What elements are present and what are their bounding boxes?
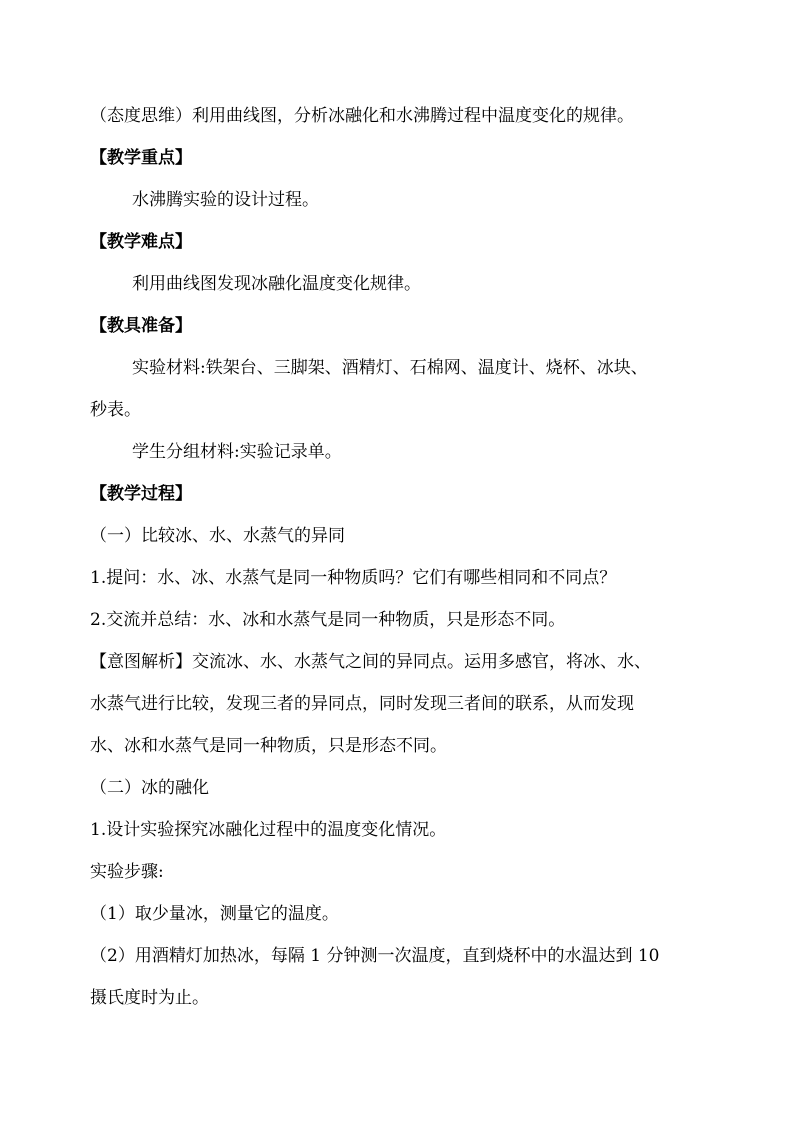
experiment-step2-line1: （2）用酒精灯加热冰，每隔 1 分钟测一次温度，直到烧杯中的水温达到 10 <box>90 946 660 966</box>
tools-materials-line1: 实验材料:铁架台、三脚架、酒精灯、石棉网、温度计、烧杯、冰块、 <box>132 358 648 378</box>
teaching-difficulty-text: 利用曲线图发现冰融化温度变化规律。 <box>132 274 421 294</box>
experiment-steps-label: 实验步骤: <box>90 862 164 882</box>
section1-question2: 2.交流并总结：水、冰和水蒸气是同一种物质，只是形态不同。 <box>90 610 566 630</box>
experiment-step2-line2: 摄氏度时为止。 <box>90 988 209 1008</box>
intent-analysis-line1: 【意图解析】交流冰、水、水蒸气之间的异同点。运用多感官，将冰、水、 <box>90 652 651 672</box>
intent-analysis-line3: 水、冰和水蒸气是同一种物质，只是形态不同。 <box>90 736 447 756</box>
heading-teaching-process: 【教学过程】 <box>90 484 192 504</box>
intent-analysis-line2: 水蒸气进行比较，发现三者的异同点，同时发现三者间的联系，从而发现 <box>90 694 634 714</box>
heading-teaching-difficulty: 【教学难点】 <box>90 232 192 252</box>
heading-teaching-tools: 【教具准备】 <box>90 316 192 336</box>
section1-question1: 1.提问：水、冰、水蒸气是同一种物质吗？它们有哪些相同和不同点？ <box>90 568 617 588</box>
tools-materials-line2: 秒表。 <box>90 400 141 420</box>
teaching-focus-text: 水沸腾实验的设计过程。 <box>132 190 319 210</box>
heading-teaching-focus: 【教学重点】 <box>90 148 192 168</box>
section2-title: （二）冰的融化 <box>90 778 209 798</box>
section1-title: （一）比较冰、水、水蒸气的异同 <box>90 526 345 546</box>
tools-group-materials: 学生分组材料:实验记录单。 <box>132 442 342 462</box>
experiment-step1: （1）取少量冰，测量它的温度。 <box>90 904 339 924</box>
section2-question1: 1.设计实验探究冰融化过程中的温度变化情况。 <box>90 820 447 840</box>
objective-line: （态度思维）利用曲线图，分析冰融化和水沸腾过程中温度变化的规律。 <box>90 106 634 126</box>
